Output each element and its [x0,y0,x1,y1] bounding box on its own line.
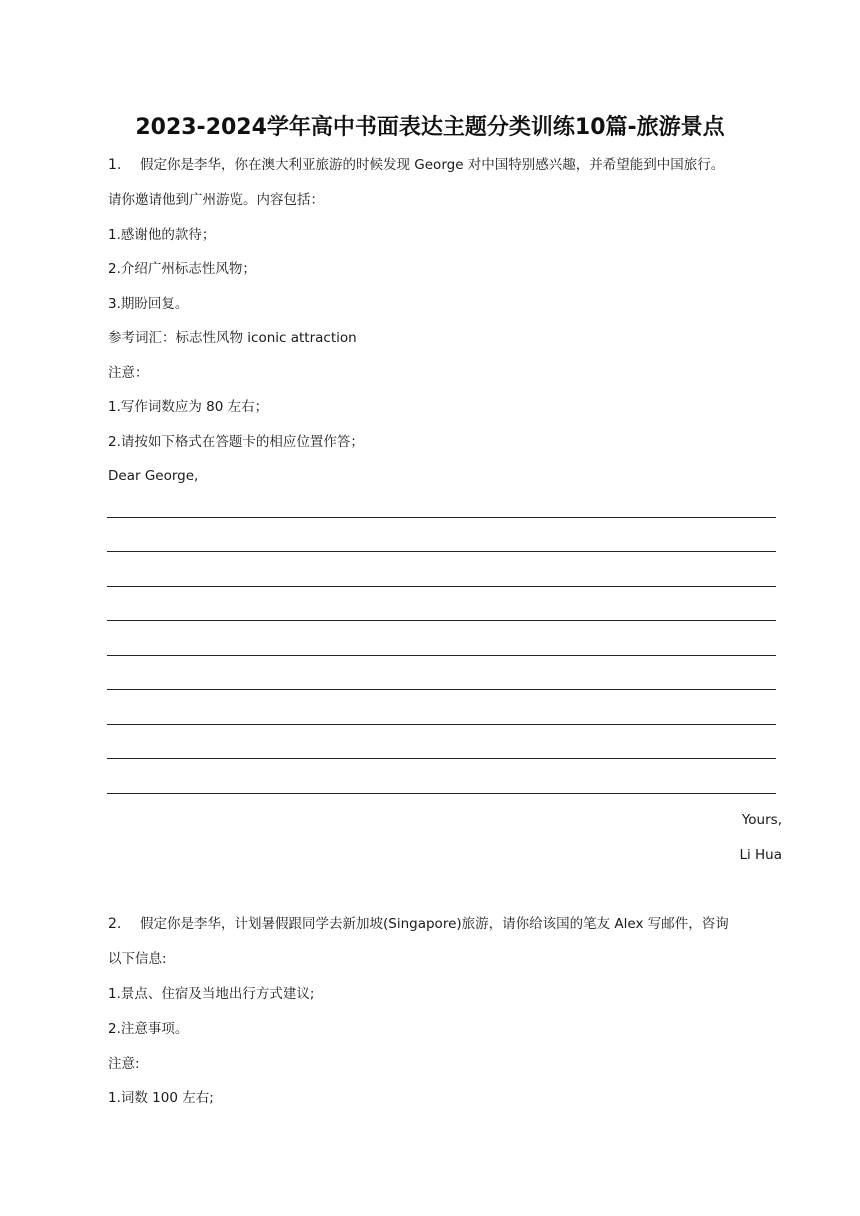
q2-number: 2. [108,916,122,932]
answer-line [107,758,776,759]
answer-line [107,655,776,656]
answer-line [107,689,776,690]
q1-note-label: 注意： [108,365,149,381]
q1-greeting: Dear George, [108,468,199,484]
answer-line [107,620,776,621]
q2-prompt-line2: 以下信息: [108,951,167,967]
q1-prompt-line1 [108,155,724,175]
q1-number: 1. [108,157,122,173]
q1-item: 3.期盼回复。 [108,296,189,312]
q1-item: 1.感谢他的款待； [108,227,216,243]
q2-prompt-text: 假定你是李华，计划暑假跟同学去新加坡(Singapore)旅游，请你给该国的笔友 Alex 写邮件，咨询 [140,916,729,932]
answer-line [107,551,776,552]
answer-line [107,517,776,518]
document-title: 2023-2024学年高中书面表达主题分类训练10篇-旅游景点 [135,115,725,140]
answer-line [107,793,776,794]
q1-note: 2.请按如下格式在答题卡的相应位置作答； [108,434,364,450]
q1-note: 1.写作词数应为 80 左右； [108,399,269,415]
q2-item: 1.景点、住宿及当地出行方式建议; [108,986,315,1002]
q2-note: 1.词数 100 左右; [108,1090,214,1106]
q1-prompt-text: 假定你是李华，你在澳大利亚旅游的时候发现 George 对中国特别感兴趣，并希望能到中国旅行。 [140,157,725,173]
q1-signature: Li Hua [739,847,782,863]
q2-note-label: 注意: [108,1056,140,1072]
q1-prompt-line2: 请你邀请他到广州游览。内容包括： [108,192,324,208]
answer-line [107,586,776,587]
q1-vocab: 参考词汇：标志性风物 iconic attraction [108,330,357,346]
answer-line [107,724,776,725]
q1-item: 2.介绍广州标志性风物； [108,261,256,277]
q2-prompt-line1 [108,914,729,934]
q2-item: 2.注意事项。 [108,1021,189,1037]
q1-closing: Yours, [741,812,782,828]
